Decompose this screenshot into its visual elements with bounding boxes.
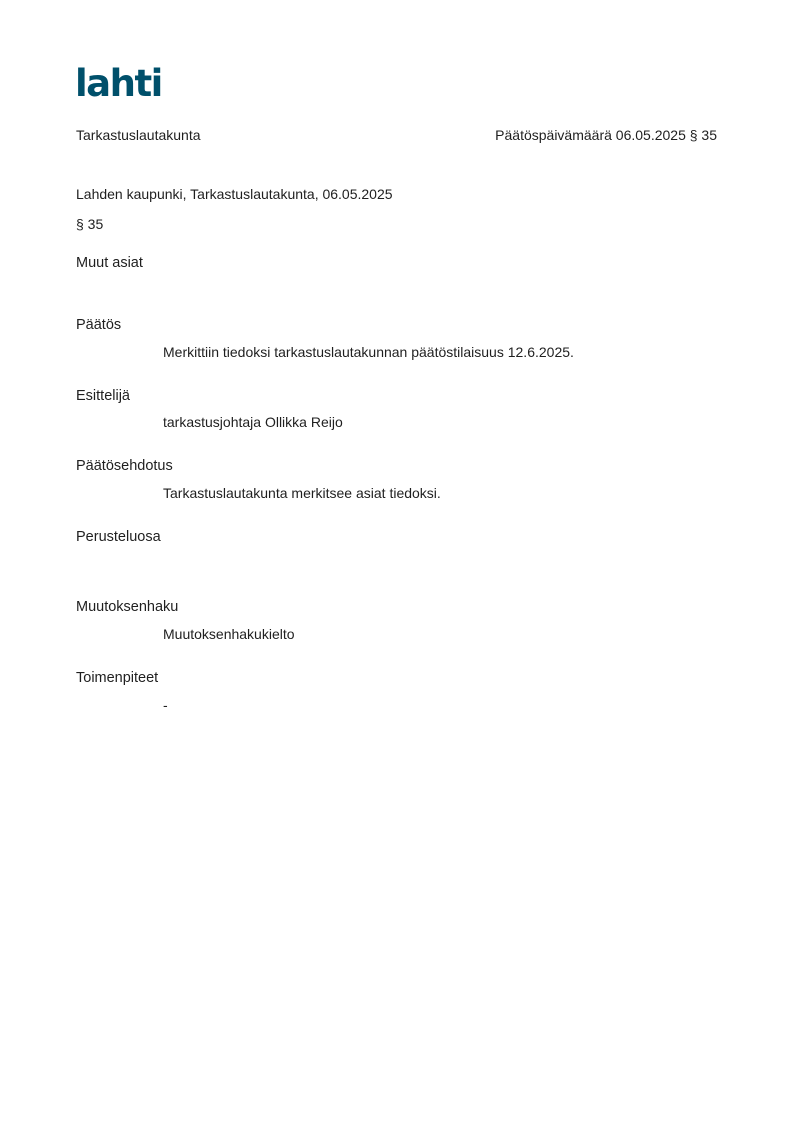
heading-esittelija: Esittelijä	[76, 388, 130, 404]
header-committee: Tarkastuslautakunta	[76, 127, 201, 143]
text-esittelija: tarkastusjohtaja Ollikka Reijo	[163, 414, 343, 430]
meeting-line: Lahden kaupunki, Tarkastuslautakunta, 06.05.2025	[76, 186, 393, 202]
heading-muutoksenhaku: Muutoksenhaku	[76, 599, 179, 615]
heading-toimenpiteet: Toimenpiteet	[76, 670, 159, 686]
lahti-logo	[75, 62, 171, 102]
logo-text: lahti	[75, 62, 162, 102]
header-decision-date: Päätöspäivämäärä 06.05.2025 § 35	[495, 127, 717, 143]
section-number: § 35	[76, 216, 104, 232]
heading-paatosehdotus: Päätösehdotus	[76, 458, 173, 474]
text-muutoksenhaku: Muutoksenhakukielto	[163, 626, 295, 642]
text-paatosehdotus: Tarkastuslautakunta merkitsee asiat tiedoksi.	[163, 485, 441, 501]
topic-title: Muut asiat	[76, 255, 143, 271]
heading-perusteluosa: Perusteluosa	[76, 529, 161, 545]
text-paatos: Merkittiin tiedoksi tarkastuslautakunnan päätöstilaisuus 12.6.2025.	[163, 344, 574, 360]
heading-paatos: Päätös	[76, 317, 122, 333]
text-toimenpiteet: -	[163, 697, 168, 713]
